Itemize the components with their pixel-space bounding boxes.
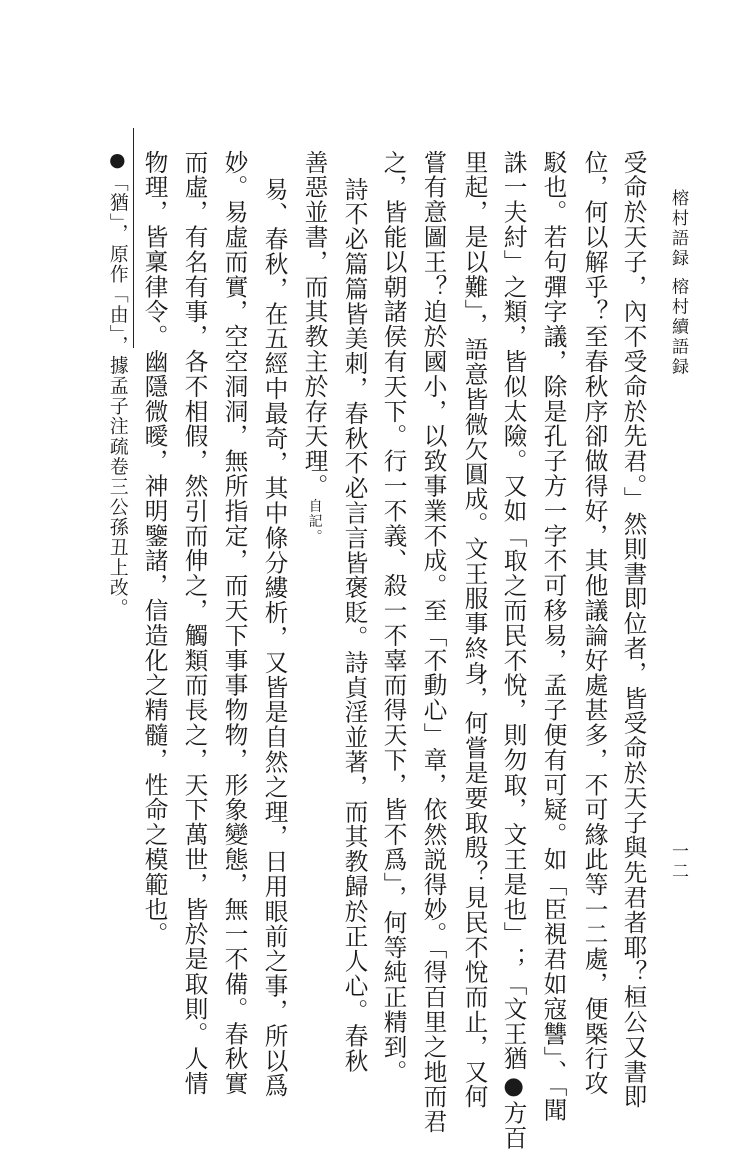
footnote-divider [133, 128, 134, 348]
page-number: 一二 [668, 842, 688, 882]
text-column: 駁也。若句彈字議，除是孔子方一字不可移易，孟子便有可疑。如「臣視君如寇讐」、「聞 [539, 150, 568, 1123]
text-column: 位，何以解乎？至春秋序卻做得好，其他議論好處甚多，不可緣此等一二處，便槩行攻 [580, 150, 609, 1097]
text-column: 之，皆能以朝諸侯有天下。行一不義、殺一不辜而得天下，皆不爲」，何等純正精到。 [379, 150, 408, 1085]
text-column: 妙。易虛而實，空空洞洞，無所指定，而天下事事物物，形象變態，無一不備。春秋實 [220, 150, 249, 1097]
column-text: 善惡並書，而其教主於存天理。 [300, 150, 329, 499]
inline-note: 自記。 [306, 498, 323, 545]
text-column [300, 150, 329, 545]
text-column: 詩不必篇篇皆美刺，春秋不必言言皆褒貶。詩貞淫並著，而其教歸於正人心。春秋 [340, 177, 369, 1074]
footnote [107, 150, 126, 618]
text-column: 物理，皆稟律令。幽隱微曖，神明鑒諸，信造化之精髓，性命之模範也。 [140, 150, 169, 947]
text-column: 而虛，有名有事，各不相假，然引而伸之，觸類而長之，天下萬世，皆於是取則。人情 [180, 150, 209, 1097]
text-column: 里起，是以難」，語意皆微欠圓成。文王服事終身，何嘗是要取殷？見民不悅而止，又何 [460, 150, 489, 1110]
running-header: 榕村語録 榕村續語録 [668, 189, 688, 378]
text-column: 受命於天子，內不受命於先君。」然則書即位者，皆受命於天子與先君者耶？桓公又書即 [619, 150, 648, 1110]
text-column: 誅一夫紂」之類，皆似太險。又如「取之而民不悅，則勿取，文王是也」；「文王猶●方百 [499, 150, 528, 1150]
footnote-marker: ● [106, 150, 128, 173]
text-column: 易、春秋，在五經中最奇，其中條分縷析，又皆是自然之理，日用眼前之事，所以爲 [260, 177, 289, 1099]
footnote-text: 「猶」，原作「由」，據孟子注疏卷三公孫丑上改。 [106, 172, 128, 618]
text-column: 嘗有意圖王？迫於國小，以致事業不成。至「不動心」章，依然説得妙。「得百里之地而君 [419, 150, 448, 1135]
